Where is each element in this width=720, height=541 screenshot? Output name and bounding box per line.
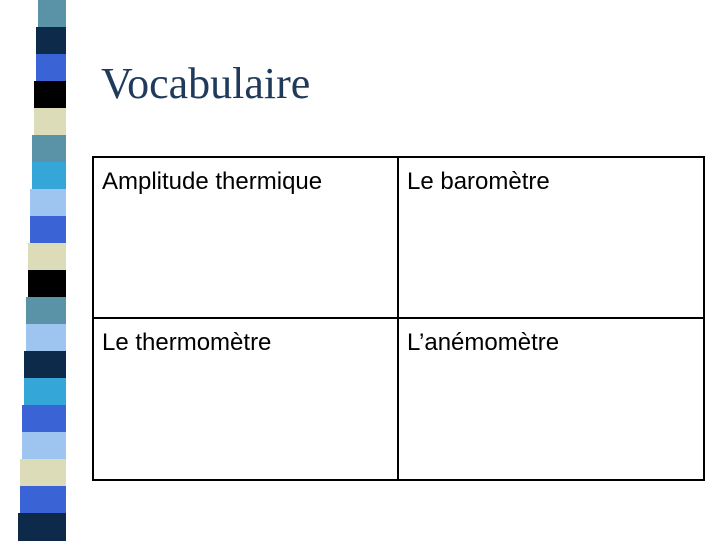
table-cell: Amplitude thermique xyxy=(94,158,399,319)
decorative-stripe xyxy=(34,81,66,109)
slide-title: Vocabulaire xyxy=(101,59,311,108)
decorative-stripe xyxy=(24,351,66,379)
decorative-stripe xyxy=(20,459,66,487)
decorative-stripe xyxy=(22,405,66,433)
vocabulary-table xyxy=(92,156,705,481)
decorative-stripe xyxy=(30,189,66,217)
decorative-stripe xyxy=(24,378,66,406)
decorative-stripe xyxy=(28,243,66,271)
decorative-stripe xyxy=(38,0,66,28)
decorative-stripe-bar xyxy=(0,0,70,540)
table-cell: L’anémomètre xyxy=(407,329,560,356)
decorative-stripe xyxy=(36,54,66,82)
decorative-stripe xyxy=(32,135,66,163)
decorative-stripe xyxy=(20,486,66,514)
decorative-stripe xyxy=(30,216,66,244)
decorative-stripe xyxy=(32,162,66,190)
decorative-stripe xyxy=(34,108,66,136)
decorative-stripe xyxy=(26,324,66,352)
decorative-stripe xyxy=(36,27,66,55)
decorative-stripe xyxy=(22,432,66,460)
table-cell: Le baromètre xyxy=(399,158,703,319)
decorative-stripe xyxy=(28,270,66,298)
decorative-stripe xyxy=(26,297,66,325)
table-cell: Le thermomètre xyxy=(94,319,399,479)
decorative-stripe xyxy=(18,513,66,541)
